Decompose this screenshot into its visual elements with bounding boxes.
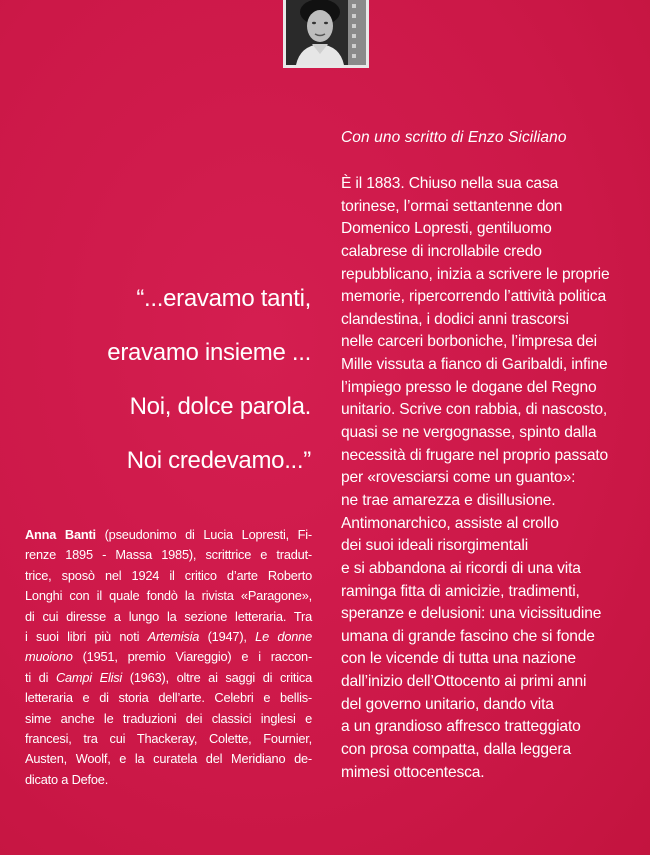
bio-text: letteraria e di storia dell’arte. Celebri e bellis- xyxy=(25,690,312,706)
synopsis-line: a un grandioso affresco tratteggiato xyxy=(341,718,581,736)
synopsis-line: raminga fitta di amicizie, tradimenti, xyxy=(341,582,580,600)
bio-text: trice, sposò nel 1924 il critico d’arte Roberto xyxy=(25,567,312,583)
synopsis-line: dall’inizio dell’Ottocento ai primi anni xyxy=(341,673,587,691)
synopsis-line: l’impiego presso le dogane del Regno xyxy=(341,378,597,396)
quote-line: “...eravamo tanti, xyxy=(136,285,311,312)
synopsis-line: con le vicende di tutta una nazione xyxy=(341,650,576,668)
bio-line xyxy=(25,668,312,688)
synopsis-line: con prosa compatta, dalla leggera xyxy=(341,741,571,759)
synopsis-line: calabrese di incrollabile credo xyxy=(341,242,542,260)
bio-line xyxy=(25,749,312,769)
book-title: Le donne xyxy=(255,628,312,644)
bio-line xyxy=(25,586,312,606)
author-biography xyxy=(25,525,312,790)
synopsis-line: necessità di frugare nel proprio passato xyxy=(341,446,609,464)
bio-line xyxy=(25,627,312,647)
synopsis-line: speranze e delusioni: una vicissitudine xyxy=(341,605,602,623)
bio-text: di cui diresse a lungo la sezione letteraria. Tra xyxy=(25,608,312,624)
synopsis-line: Antimonarchico, assiste al crollo xyxy=(341,514,559,532)
bio-text: Austen, Woolf, e la curatela del Meridiano de- xyxy=(25,751,312,767)
quote-line: eravamo insieme ... xyxy=(107,339,311,366)
bio-line xyxy=(25,607,312,627)
book-title: Campi Elisi xyxy=(55,669,123,685)
synopsis-line: torinese, l’ormai settantenne don xyxy=(341,197,563,215)
bio-text: sime anche le traduzioni dei classici inglesi e xyxy=(25,710,312,726)
bio-text: (pseudonimo di Lucia Lopresti, Fi- xyxy=(95,527,312,542)
book-synopsis xyxy=(341,173,641,784)
bio-text: francesi, tra cui Thackeray, Colette, Fournier, xyxy=(25,730,312,746)
synopsis-line: per «rovesciarsi come un guanto»: xyxy=(341,469,576,487)
author-name: Anna Banti xyxy=(25,527,96,542)
bio-line xyxy=(25,566,312,586)
bio-text: (1963), oltre ai saggi di critica xyxy=(122,669,312,685)
synopsis-line: ne trae amarezza e disillusione. xyxy=(341,491,556,509)
synopsis-line: del governo unitario, dando vita xyxy=(341,695,554,713)
synopsis-line: mimesi ottocentesca. xyxy=(341,763,485,781)
synopsis-line: È il 1883. Chiuso nella sua casa xyxy=(341,175,559,192)
pull-quote xyxy=(40,272,311,488)
quote-line: Noi credevamo...” xyxy=(126,447,311,474)
synopsis-line: nelle carceri borboniche, l’impresa dei xyxy=(341,333,597,351)
quote-line: Noi, dolce parola. xyxy=(129,393,311,420)
bio-text: renze 1895 - Massa 1985), scrittrice e tradut- xyxy=(25,547,312,563)
synopsis-line: umana di grande fascino che si fonde xyxy=(341,627,595,645)
portrait-photo-icon xyxy=(286,0,366,65)
synopsis-line: dei suoi ideali risorgimentali xyxy=(341,537,529,555)
bio-line xyxy=(25,688,312,708)
bio-text: (1951, premio Viareggio) e i raccon- xyxy=(72,649,312,665)
bio-line xyxy=(25,709,312,729)
synopsis-line: Domenico Lopresti, gentiluomo xyxy=(341,220,552,238)
synopsis-line: memorie, ripercorrendo l’attività politica xyxy=(341,288,606,306)
book-title: muoiono xyxy=(25,649,73,665)
bio-line xyxy=(25,525,312,545)
bio-text: dicato a Defoe. xyxy=(25,771,109,787)
synopsis-line: quasi se ne vergognasse, spinto dalla xyxy=(341,424,597,442)
bio-line xyxy=(25,770,312,790)
author-portrait-photo xyxy=(283,0,369,68)
bio-line xyxy=(25,545,312,565)
synopsis-line: unitario. Scrive con rabbia, di nascosto, xyxy=(341,401,608,419)
bio-text: Longhi con il quale fondò la rivista «Paragone», xyxy=(25,588,312,604)
bio-text: i suoi libri più noti xyxy=(25,628,148,644)
bio-text: (1947), xyxy=(199,628,256,644)
synopsis-line: clandestina, i dodici anni trascorsi xyxy=(341,310,569,328)
bio-line xyxy=(25,647,312,667)
bio-line xyxy=(25,729,312,749)
synopsis-line: repubblicano, inizia a scrivere le proprie xyxy=(341,265,610,283)
bio-text: ti di xyxy=(25,669,56,685)
book-title: Artemisia xyxy=(147,628,200,644)
synopsis-line: e si abbandona ai ricordi di una vita xyxy=(341,559,581,577)
synopsis-line: Mille vissuta a fianco di Garibaldi, infine xyxy=(341,356,608,374)
byline: Con uno scritto di Enzo Siciliano xyxy=(341,129,567,146)
